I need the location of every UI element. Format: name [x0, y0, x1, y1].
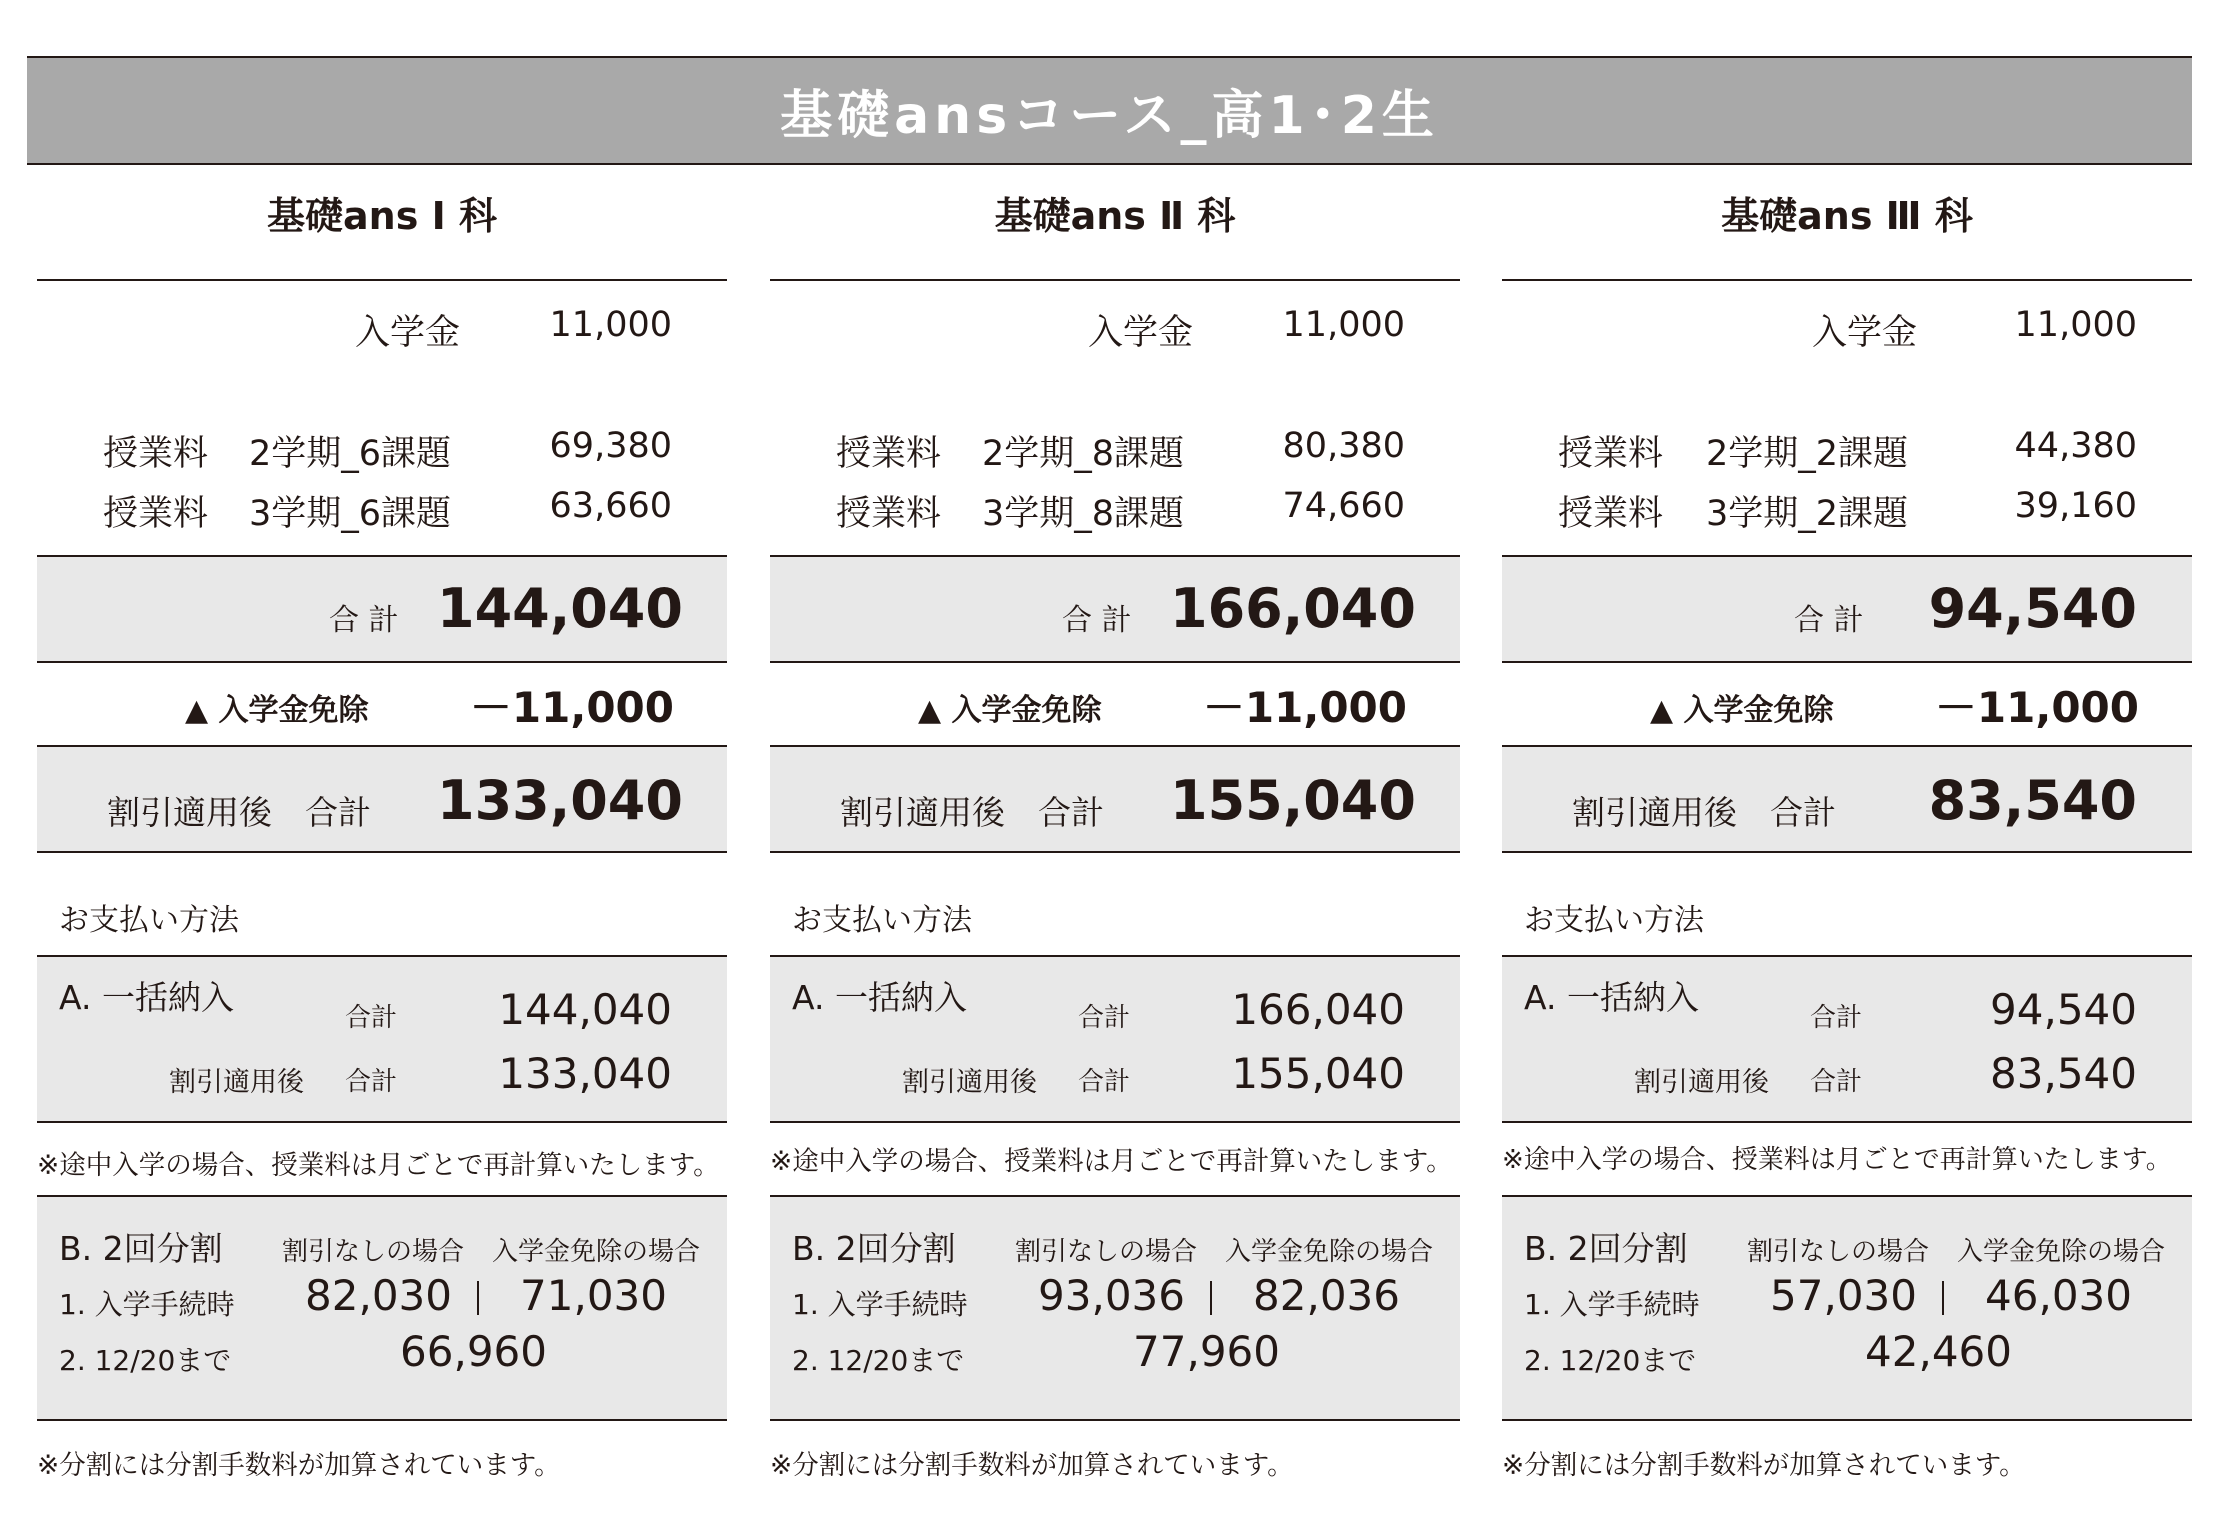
waiver-case-label: 入学金免除の場合 — [1225, 1237, 1434, 1267]
tuition-label: 授業料 — [103, 434, 209, 474]
tuition-label: 授業料 — [1558, 494, 1664, 534]
payment-method-label: お支払い方法 — [1524, 903, 1704, 938]
tuition-term3-label: 3学期_2課題 — [1706, 494, 1909, 534]
course-banner — [27, 56, 2192, 165]
lump-sum-after-value: 155,040 — [1231, 1049, 1405, 1098]
step1-waiver-value: 82,036 — [1253, 1271, 1400, 1320]
tuition-term2-label: 2学期_6課題 — [249, 434, 452, 474]
course-column-2 — [770, 165, 1460, 1505]
lump-sum-total-label: 合計 — [1810, 1003, 1863, 1033]
lump-sum-after-sum-label: 合計 — [1078, 1067, 1131, 1097]
tuition-term2-label: 2学期_8課題 — [982, 434, 1185, 474]
after-discount-label: 割引適用後 合計 — [1572, 793, 1836, 832]
tuition-term3-value: 74,660 — [1282, 486, 1405, 526]
lump-sum-after-label: 割引適用後 — [1634, 1067, 1769, 1098]
step1-waiver-value: 71,030 — [520, 1271, 667, 1320]
course-column-3 — [1502, 165, 2192, 1505]
tuition-label: 授業料 — [1558, 434, 1664, 474]
waiver-case-label: 入学金免除の場合 — [1957, 1237, 2166, 1267]
total-label: 合 計 — [329, 603, 399, 638]
step2-label: 2. 12/20まで — [1524, 1344, 1697, 1377]
waiver-label: ▲ 入学金免除 — [1650, 693, 1834, 728]
installment-note: ※分割には分割手数料が加算されています。 — [770, 1450, 1294, 1481]
waiver-case-label: 入学金免除の場合 — [492, 1237, 701, 1267]
installment-note: ※分割には分割手数料が加算されています。 — [1502, 1450, 2026, 1481]
tuition-term3-label: 3学期_8課題 — [982, 494, 1185, 534]
lump-sum-total-label: 合計 — [345, 1003, 398, 1033]
step1-waiver-value: 46,030 — [1985, 1271, 2132, 1320]
step1-no-discount-value: 82,030 — [305, 1271, 452, 1320]
separator — [477, 1281, 479, 1315]
no-discount-label: 割引なしの場合 — [1747, 1237, 1930, 1267]
installment-label: B. 2回分割 — [1524, 1229, 1688, 1268]
total-label: 合 計 — [1062, 603, 1132, 638]
step1-label: 1. 入学手続時 — [792, 1288, 968, 1321]
tuition-term2-value: 69,380 — [549, 426, 672, 466]
total-value: 144,040 — [437, 577, 683, 640]
tuition-term3-label: 3学期_6課題 — [249, 494, 452, 534]
step2-value: 42,460 — [1865, 1327, 2012, 1376]
payment-method-label: お支払い方法 — [792, 903, 972, 938]
divider — [770, 279, 1460, 281]
entrance-fee-value: 11,000 — [1282, 305, 1405, 345]
lump-sum-after-sum-label: 合計 — [345, 1067, 398, 1097]
lump-sum-label: A. 一括納入 — [59, 978, 234, 1017]
step2-label: 2. 12/20まで — [792, 1344, 965, 1377]
mid-entry-note: ※途中入学の場合、授業料は月ごとで再計算いたします。 — [37, 1150, 720, 1181]
entrance-fee-value: 11,000 — [2014, 305, 2137, 345]
separator — [1210, 1281, 1212, 1315]
entrance-fee-label: 入学金 — [355, 313, 461, 353]
lump-sum-after-value: 133,040 — [498, 1049, 672, 1098]
course-heading: 基礎ans Ⅲ 科 — [1721, 194, 1973, 238]
page-title: 基礎ansコース_高1･2生 — [780, 86, 1439, 146]
lump-sum-total-value: 94,540 — [1990, 985, 2137, 1034]
waiver-label: ▲ 入学金免除 — [185, 693, 369, 728]
tuition-term3-value: 39,160 — [2014, 486, 2137, 526]
step2-value: 66,960 — [400, 1327, 547, 1376]
step1-label: 1. 入学手続時 — [59, 1288, 235, 1321]
lump-sum-after-label: 割引適用後 — [169, 1067, 304, 1098]
after-discount-label: 割引適用後 合計 — [107, 793, 371, 832]
lump-sum-label: A. 一括納入 — [1524, 978, 1699, 1017]
lump-sum-total-value: 166,040 — [1231, 985, 1405, 1034]
step1-no-discount-value: 57,030 — [1770, 1271, 1917, 1320]
lump-sum-after-label: 割引適用後 — [902, 1067, 1037, 1098]
after-discount-value: 155,040 — [1170, 769, 1416, 832]
lump-sum-after-value: 83,540 — [1990, 1049, 2137, 1098]
course-heading: 基礎ans Ⅱ 科 — [994, 194, 1236, 238]
tuition-term2-value: 80,380 — [1282, 426, 1405, 466]
step1-no-discount-value: 93,036 — [1038, 1271, 1185, 1320]
entrance-fee-value: 11,000 — [549, 305, 672, 345]
waiver-value: －11,000 — [1934, 683, 2139, 732]
divider — [37, 279, 727, 281]
after-discount-value: 133,040 — [437, 769, 683, 832]
total-value: 94,540 — [1928, 577, 2137, 640]
lump-sum-total-value: 144,040 — [498, 985, 672, 1034]
waiver-label: ▲ 入学金免除 — [918, 693, 1102, 728]
tuition-label: 授業料 — [836, 434, 942, 474]
tuition-term3-value: 63,660 — [549, 486, 672, 526]
tuition-label: 授業料 — [103, 494, 209, 534]
lump-sum-total-label: 合計 — [1078, 1003, 1131, 1033]
lump-sum-label: A. 一括納入 — [792, 978, 967, 1017]
mid-entry-note: ※途中入学の場合、授業料は月ごとで再計算いたします。 — [770, 1146, 1453, 1177]
lump-sum-after-sum-label: 合計 — [1810, 1067, 1863, 1097]
tuition-label: 授業料 — [836, 494, 942, 534]
step2-label: 2. 12/20まで — [59, 1344, 232, 1377]
after-discount-label: 割引適用後 合計 — [840, 793, 1104, 832]
waiver-value: －11,000 — [1202, 683, 1407, 732]
course-heading: 基礎ans Ⅰ 科 — [267, 194, 497, 238]
tuition-term2-value: 44,380 — [2014, 426, 2137, 466]
tuition-term2-label: 2学期_2課題 — [1706, 434, 1909, 474]
step2-value: 77,960 — [1133, 1327, 1280, 1376]
total-label: 合 計 — [1794, 603, 1864, 638]
entrance-fee-label: 入学金 — [1088, 313, 1194, 353]
entrance-fee-label: 入学金 — [1812, 313, 1918, 353]
payment-method-label: お支払い方法 — [59, 903, 239, 938]
installment-label: B. 2回分割 — [59, 1229, 223, 1268]
step1-label: 1. 入学手続時 — [1524, 1288, 1700, 1321]
separator — [1942, 1281, 1944, 1315]
no-discount-label: 割引なしの場合 — [282, 1237, 465, 1267]
total-value: 166,040 — [1170, 577, 1416, 640]
no-discount-label: 割引なしの場合 — [1015, 1237, 1198, 1267]
waiver-value: －11,000 — [469, 683, 674, 732]
mid-entry-note: ※途中入学の場合、授業料は月ごとで再計算いたします。 — [1502, 1145, 2172, 1175]
after-discount-value: 83,540 — [1928, 769, 2137, 832]
installment-note: ※分割には分割手数料が加算されています。 — [37, 1450, 561, 1481]
installment-label: B. 2回分割 — [792, 1229, 956, 1268]
divider — [1502, 279, 2192, 281]
course-column-1 — [37, 165, 727, 1505]
